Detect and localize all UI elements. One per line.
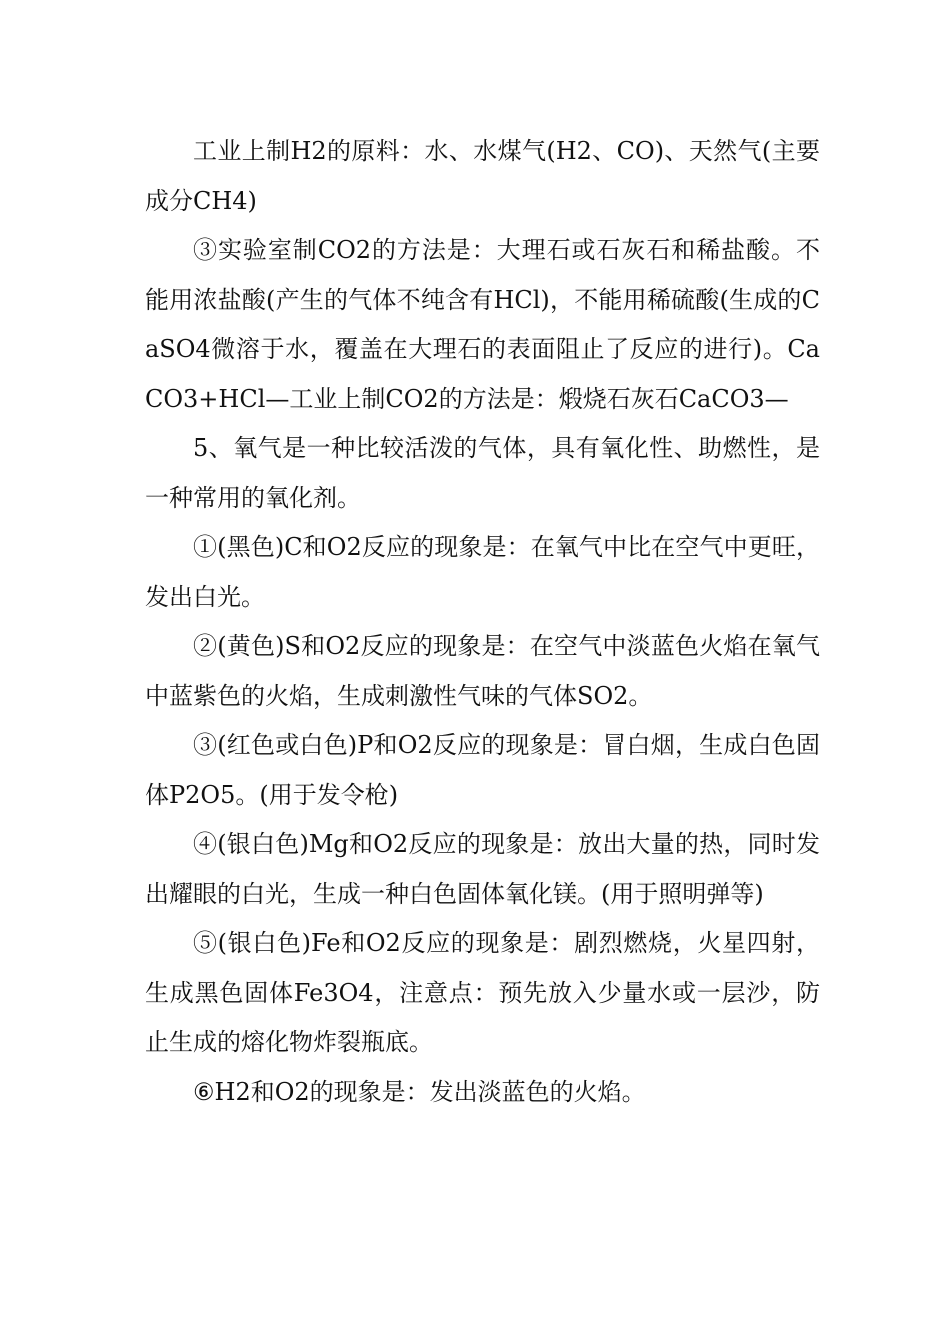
paragraph-carbon-oxygen: ①(黑色)C和O2反应的现象是：在氧气中比在空气中更旺，发出白光。 [145,533,820,611]
paragraph-co2-lab-method: ③实验室制CO2的方法是：大理石或石灰石和稀盐酸。不能用浓盐酸(产生的气体不纯含有HCl)，不能用稀硫酸(生成的CaSO4微溶于水，覆盖在大理石的表面阻止了反应的进行)。CaCO3+HCl—工业上制CO2的方法是：煅烧石灰石CaCO3— [145,236,820,413]
paragraph-iron-oxygen: ⑤(银白色)Fe和O2反应的现象是：剧烈燃烧，火星四射，生成黑色固体Fe3O4，注意点：预先放入少量水或一层沙，防止生成的熔化物炸裂瓶底。 [145,929,820,1056]
paragraph-oxygen-properties: 5、氧气是一种比较活泼的气体，具有氧化性、助燃性，是一种常用的氧化剂。 [145,434,820,512]
paragraph-phosphorus-oxygen: ③(红色或白色)P和O2反应的现象是：冒白烟，生成白色固体P2O5。(用于发令枪) [145,731,820,809]
document-body [145,127,820,1117]
paragraph-sulfur-oxygen: ②(黄色)S和O2反应的现象是：在空气中淡蓝色火焰在氧气中蓝紫色的火焰，生成刺激性气味的气体SO2。 [145,632,820,710]
paragraph-hydrogen-oxygen: ⑥H2和O2的现象是：发出淡蓝色的火焰。 [193,1077,646,1106]
paragraph-h2-raw-materials: 工业上制H2的原料：水、水煤气(H2、CO)、天然气(主要成分CH4) [145,137,820,215]
paragraph-magnesium-oxygen: ④(银白色)Mg和O2反应的现象是：放出大量的热，同时发出耀眼的白光，生成一种白色固体氧化镁。(用于照明弹等) [145,830,820,908]
